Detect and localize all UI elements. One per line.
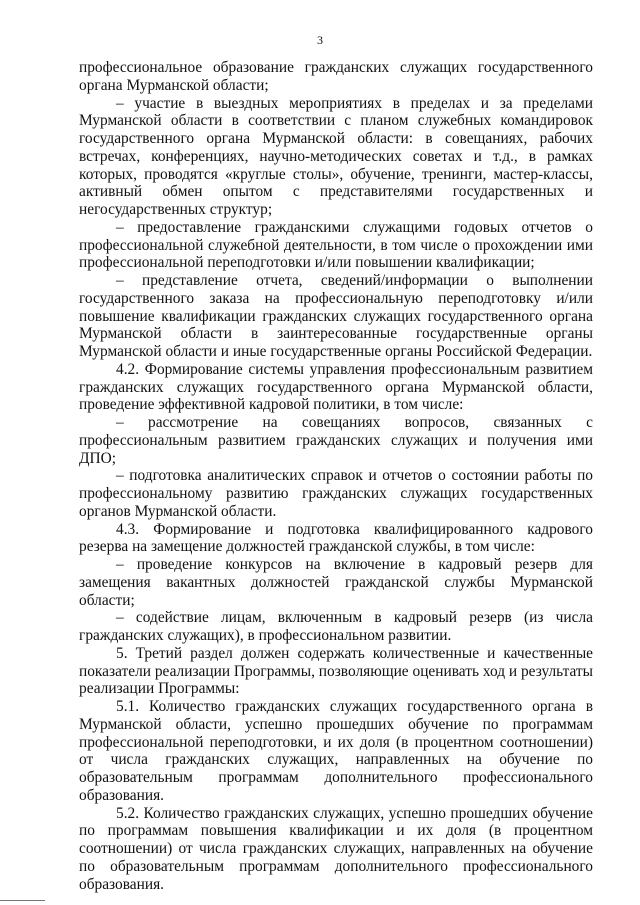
document-body — [79, 59, 593, 893]
section-5-paragraph: 5. Третий раздел должен содержать количественные и качественные показатели реализации Программы, позволяющие оценивать ход и результаты реализации Программы: — [79, 644, 593, 698]
paragraph: – содействие лицам, включенным в кадровый резерв (из числа гражданских служащих), в профессиональном развитии. — [79, 609, 593, 644]
paragraph: – подготовка аналитических справок и отчетов о состоянии работы по профессиональному развитию гражданских служащих государственных органов Мурманской области. — [79, 467, 593, 520]
section-5-1-paragraph: 5.1. Количество гражданских служащих государственного органа в Мурманской области, успешно прошедших обучение по программам профессиональной переподготовки, и их доля (в процентном соотношении) от числа гражданских служащих, направленных на обучение по образовательным программам дополнительного профессионального образования. — [79, 698, 593, 804]
paragraph: – представление отчета, сведений/информации о выполнении государственного заказа на профессиональную переподготовку и/или повышение квалификации гражданских служащих государственного органа Мурманской области в заинтересованные государственные органы Мурманской области и иные государственные органы Российской Федерации. — [79, 272, 593, 360]
paragraph: – проведение конкурсов на включение в кадровый резерв для замещения вакантных должностей гражданской службы Мурманской области; — [79, 556, 593, 609]
section-5-2-paragraph: 5.2. Количество гражданских служащих, успешно прошедших обучение по программам повышения квалификации и их доля (в процентном соотношении) от числа гражданских служащих, направленных на обучение по образовательным программам дополнительного профессионального образования. — [79, 804, 593, 893]
page-number: 3 — [317, 33, 323, 47]
scan-edge-line — [0, 900, 45, 901]
paragraph: профессиональное образование гражданских служащих государственного органа Мурманской области; — [79, 59, 593, 94]
section-4-2-paragraph: 4.2. Формирование системы управления профессиональным развитием гражданских служащих государственного органа Мурманской области, проведение эффективной кадровой политики, в том числе: — [79, 360, 593, 414]
paragraph: – предоставление гражданскими служащими годовых отчетов о профессиональной служебной деятельности, в том числе о прохождении ими профессиональной переподготовки и/или повышении квалификации; — [79, 218, 593, 272]
section-4-3-paragraph: 4.3. Формирование и подготовка квалифицированного кадрового резерва на замещение должностей гражданской службы, в том числе: — [79, 520, 593, 556]
paragraph: – участие в выездных мероприятиях в пределах и за пределами Мурманской области в соответствии с планом служебных командировок государственного органа Мурманской области: в совещаниях, рабочих встречах, конференциях, научно-методических советах и т.д., в рамках которых, проводятся «круглые столы», обучение, тренинги, мастер-классы, активный обмен опытом с представителями государственных и негосударственных структур; — [79, 94, 593, 218]
paragraph: – рассмотрение на совещаниях вопросов, связанных с профессиональным развитием гражданских служащих и получения ими ДПО; — [79, 414, 593, 467]
